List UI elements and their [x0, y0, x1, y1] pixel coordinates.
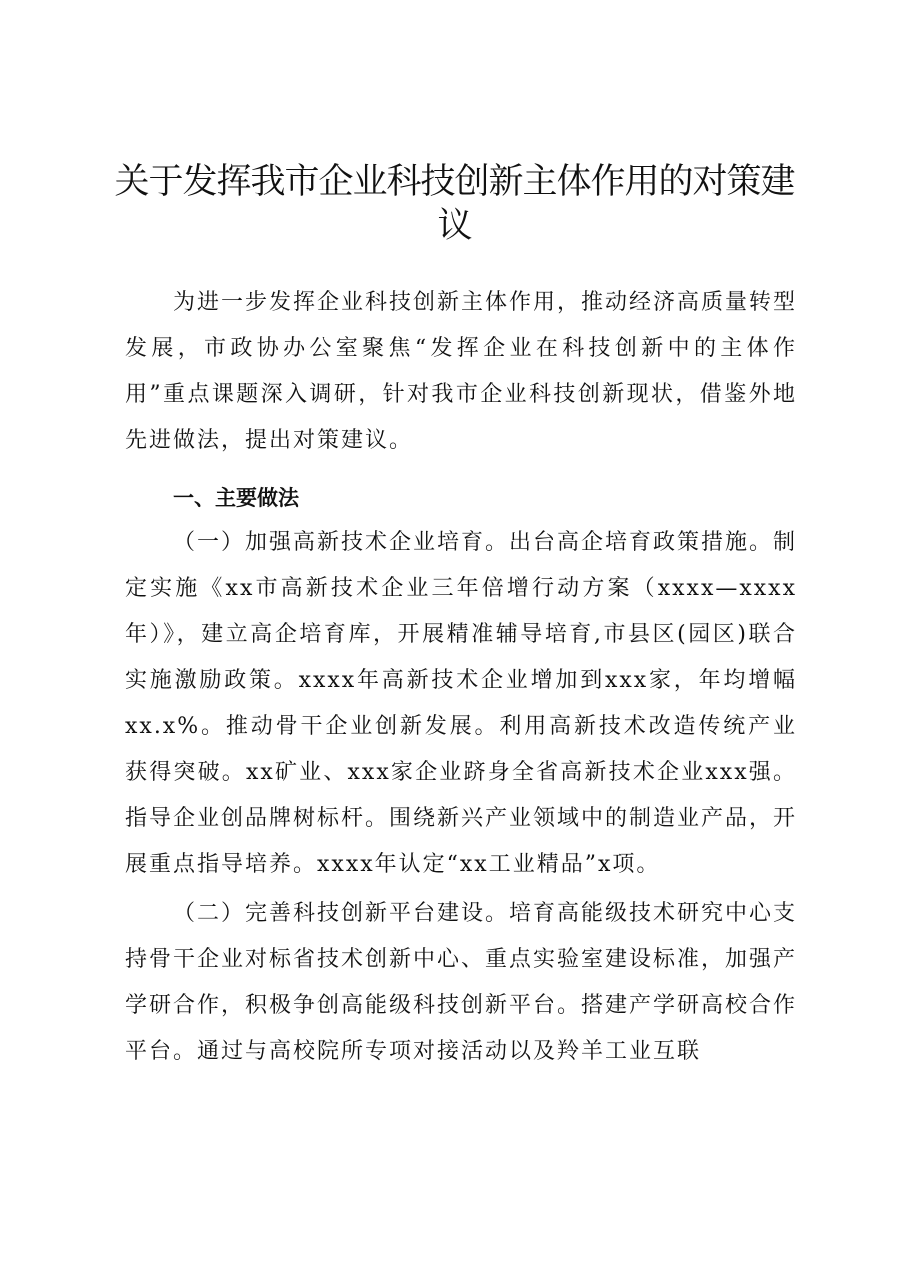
- document-body: [125, 280, 797, 1078]
- document-title: 关于发挥我市企业科技创新主体作用的对策建议: [114, 162, 795, 246]
- body-paragraph: （二）完善科技创新平台建设。培育高能级技术研究中心支持骨干企业对标省技术创新中心、重点实验室建设标准，加强产学研合作，积极争创高能级科技创新平台。搭建产学研高校合作平台。通过与高校院所专项对接活动以及羚羊工业互联: [125, 901, 798, 1064]
- section-heading: 一、主要做法: [173, 486, 299, 510]
- body-paragraph: （一）加强高新技术企业培育。出台高企培育政策措施。制定实施《xx市高新技术企业三年倍增行动方案（xxxx—xxxx年）》，建立高企培育库，开展精准辅导培育,市县区(园区)联合实施激励政策。xxxx年高新技术企业增加到xxx家，年均增幅xx.x%。推动骨干企业创新发展。利用高新技术改造传统产业获得突破。xx矿业、xxx家企业跻身全省高新技术企业xxx强。指导企业创品牌树标杆。围绕新兴产业领域中的制造业产品，开展重点指导培养。xxxx年认定“xx工业精品”x项。: [125, 530, 798, 877]
- intro-paragraph: 为进一步发挥企业科技创新主体作用，推动经济高质量转型发展，市政协办公室聚焦“发挥企业在科技创新中的主体作用”重点课题深入调研，针对我市企业科技创新现状，借鉴外地先进做法，提出对策建议。: [125, 290, 798, 453]
